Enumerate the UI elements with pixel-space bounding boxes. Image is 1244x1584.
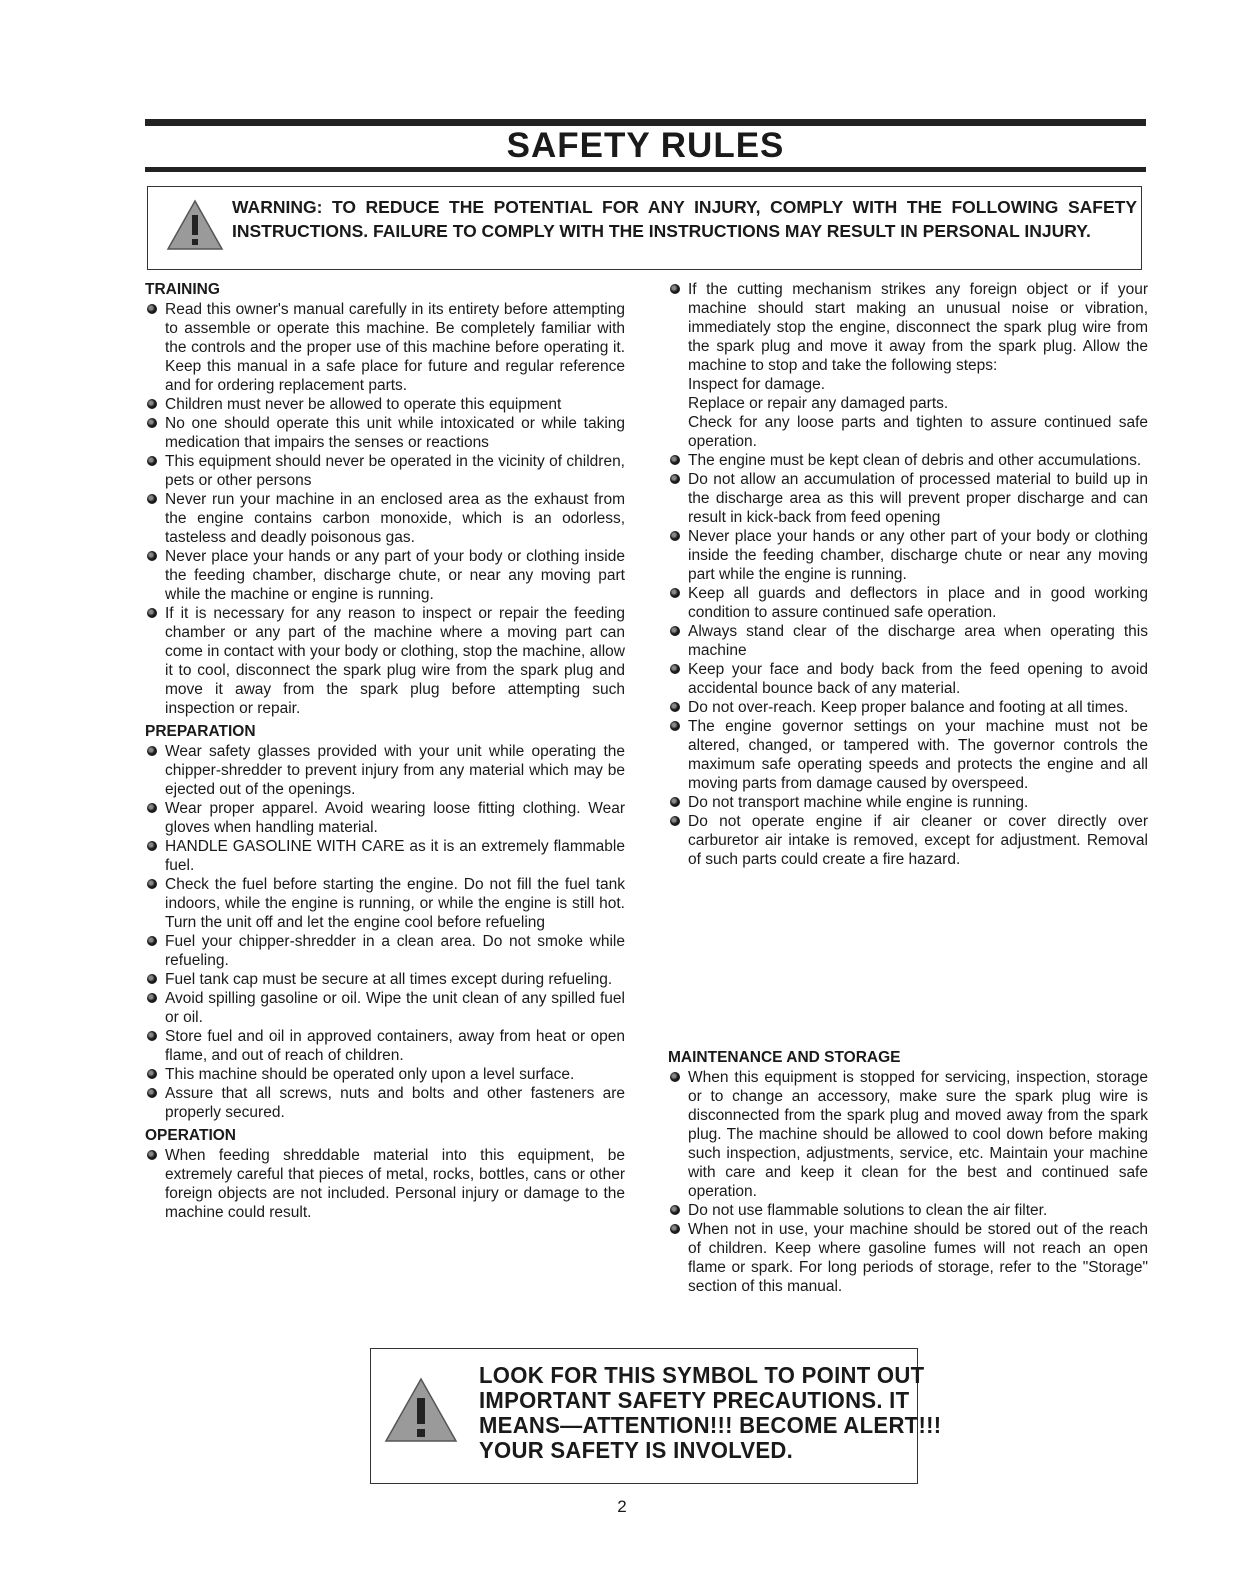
list-item: This machine should be operated only upon a level surface. <box>145 1065 625 1084</box>
list-item: When not in use, your machine should be stored out of the reach of children. Keep where gasoline fumes will not reach an open flame or spark. For long periods of storage, refer to the "Storage" section of this manual. <box>668 1220 1148 1296</box>
list-item: Do not allow an accumulation of processed material to build up in the discharge area as this will prevent proper discharge and can result in kick-back from feed opening <box>668 470 1148 527</box>
list-item: Always stand clear of the discharge area when operating this machine <box>668 622 1148 660</box>
symbol-line: MEANS—ATTENTION!!! BECOME ALERT!!! <box>479 1412 942 1438</box>
preparation-heading: PREPARATION <box>145 723 256 740</box>
step-item: Check for any loose parts and tighten to assure continued safe operation. <box>688 414 1148 450</box>
list-item: Fuel tank cap must be secure at all times except during refueling. <box>145 970 625 989</box>
list-item: If it is necessary for any reason to inspect or repair the feeding chamber or any part of the machine where a moving part can come in contact with your body or clothing, stop the machine, allow it to cool, disconnect the spark plug wire from the spark plug and move it away from the spark plug before attempting such inspection or repair. <box>145 604 625 718</box>
list-item: Never run your machine in an enclosed area as the exhaust from the engine contains carbon monoxide, which is an odorless, tasteless and deadly poisonous gas. <box>145 490 625 547</box>
right-column <box>668 280 1148 869</box>
warning-box <box>147 186 1142 270</box>
step-item: Inspect for damage. <box>688 376 825 393</box>
operation-heading: OPERATION <box>145 1127 236 1144</box>
list-item: Store fuel and oil in approved containers, away from heat or open flame, and out of reach of children. <box>145 1027 625 1065</box>
list-item: Do not operate engine if air cleaner or cover directly over carburetor air intake is removed, except for adjustment. Removal of such parts could create a fire hazard. <box>668 812 1148 869</box>
list-item: Do not transport machine while engine is running. <box>668 793 1148 812</box>
page-title: SAFETY RULES <box>506 126 785 165</box>
list-item: Do not over-reach. Keep proper balance and footing at all times. <box>668 698 1148 717</box>
step-item: Replace or repair any damaged parts. <box>688 395 949 412</box>
maintenance-heading: MAINTENANCE AND STORAGE <box>668 1049 901 1066</box>
list-item: Never place your hands or any other part of your body or clothing inside the feeding chamber, discharge chute or near any moving part while the engine is running. <box>668 527 1148 584</box>
safety-symbol-text <box>479 1362 942 1463</box>
list-item: Keep all guards and deflectors in place and in good working condition to assure continued safe operation. <box>668 584 1148 622</box>
list-item: The engine governor settings on your machine must not be altered, changed, or tampered with. The governor controls the maximum safe operating speeds and protects the engine and all moving parts from damage caused by overspeed. <box>668 717 1148 793</box>
list-item: Children must never be allowed to operate this equipment <box>145 395 625 414</box>
list-item: The engine must be kept clean of debris and other accumulations. <box>668 451 1148 470</box>
warning-triangle-icon <box>383 1376 459 1444</box>
list-item: HANDLE GASOLINE WITH CARE as it is an extremely flammable fuel. <box>145 837 625 875</box>
list-item: This equipment should never be operated in the vicinity of children, pets or other persons <box>145 452 625 490</box>
list-item: Wear proper apparel. Avoid wearing loose fitting clothing. Wear gloves when handling material. <box>145 799 625 837</box>
symbol-line: YOUR SAFETY IS INVOLVED. <box>479 1437 794 1463</box>
list-item: When this equipment is stopped for servicing, inspection, storage or to change an accessory, make sure the spark plug wire is disconnected from the spark plug and moved away from the spark plug. The machine should be allowed to cool down before making such inspection, adjustments, service, etc. Maintain your machine with care and keep it clean for the best and continued safe operation. <box>668 1068 1148 1201</box>
list-item: When feeding shreddable material into this equipment, be extremely careful that pieces of metal, rocks, bottles, cans or other foreign objects are not included. Personal injury or damage to the machine could result. <box>145 1146 625 1222</box>
list-item: Read this owner's manual carefully in its entirety before attempting to assemble or operate this machine. Be completely familiar with the controls and the proper use of this machine before operating it. Keep this manual in a safe place for future and regular reference and for ordering replacement parts. <box>145 300 625 395</box>
title-rule-bottom <box>145 167 1146 172</box>
warning-text: WARNING: TO REDUCE THE POTENTIAL FOR ANY INJURY, COMPLY WITH THE FOLLOWING SAFETY INSTRUCTIONS. FAILURE TO COMPLY WITH THE INSTRUCTIONS MAY RESULT IN PERSONAL INJURY. <box>232 197 1137 241</box>
list-item: Wear safety glasses provided with your unit while operating the chipper-shredder to prevent injury from any material which may be ejected out of the openings. <box>145 742 625 799</box>
list-item: If the cutting mechanism strikes any foreign object or if your machine should start making an unusual noise or vibration, immediately stop the engine, disconnect the spark plug wire from the spark plug and move it away from the spark plug. Allow the machine to stop and take the following steps: <box>668 280 1148 375</box>
list-item: Never place your hands or any part of your body or clothing inside the feeding chamber, discharge chute, or near any moving part while the machine or engine is running. <box>145 547 625 604</box>
warning-triangle-icon <box>166 199 224 251</box>
list-item: Fuel your chipper-shredder in a clean area. Do not smoke while refueling. <box>145 932 625 970</box>
safety-symbol-box <box>370 1348 942 1484</box>
symbol-line: IMPORTANT SAFETY PRECAUTIONS. IT <box>479 1387 910 1413</box>
list-item: Check the fuel before starting the engine. Do not fill the fuel tank indoors, while the engine is running, or while the engine is still hot. Turn the unit off and let the engine cool before refueling <box>145 875 625 932</box>
list-item: No one should operate this unit while intoxicated or while taking medication that impairs the senses or reactions <box>145 414 625 452</box>
training-heading: TRAINING <box>145 281 220 298</box>
page-number: 2 <box>617 1497 627 1516</box>
symbol-line: LOOK FOR THIS SYMBOL TO POINT OUT <box>479 1362 925 1388</box>
list-item: Assure that all screws, nuts and bolts and other fasteners are properly secured. <box>145 1084 625 1122</box>
maintenance-section <box>668 1048 1148 1296</box>
left-column <box>145 280 625 1222</box>
list-item: Avoid spilling gasoline or oil. Wipe the unit clean of any spilled fuel or oil. <box>145 989 625 1027</box>
list-item: Keep your face and body back from the feed opening to avoid accidental bounce back of any material. <box>668 660 1148 698</box>
list-item: Do not use flammable solutions to clean the air filter. <box>668 1201 1148 1220</box>
